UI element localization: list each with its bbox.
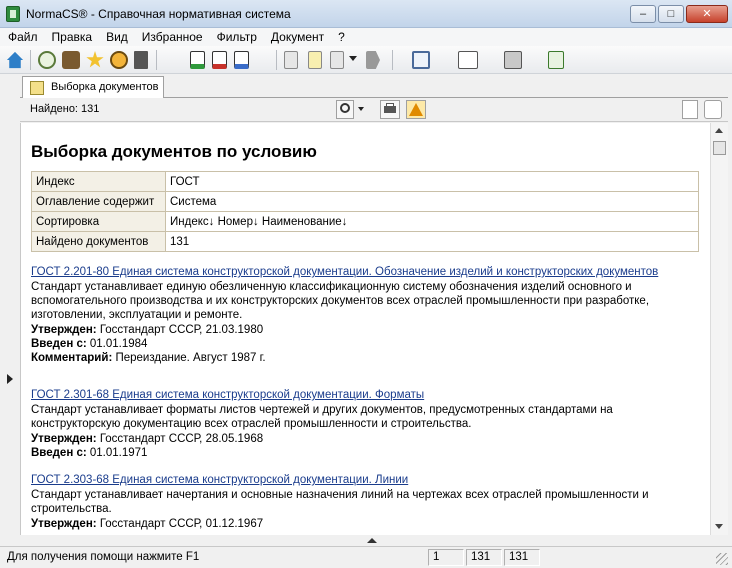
history-clock-icon[interactable] — [110, 51, 128, 69]
document-approved — [31, 517, 701, 531]
folder-doc-icon — [30, 81, 44, 95]
condition-value: Индекс↓ Номер↓ Наименование↓ — [166, 212, 699, 232]
bottom-splitter[interactable] — [20, 535, 728, 546]
condition-value: Система — [166, 192, 699, 212]
results-toolbar — [20, 98, 728, 122]
find-icon[interactable] — [62, 51, 80, 69]
document-summary: Стандарт устанавливает форматы листов чертежей и других документов, предусмотренных стандартами на конструкторскую документацию всех отраслей промышленности и строительства. — [31, 404, 613, 430]
home-icon[interactable] — [6, 51, 24, 69]
meta-value: Переиздание. Август 1987 г. — [115, 352, 266, 364]
document-list-panel — [20, 123, 710, 535]
table-row — [32, 212, 699, 232]
compare-icon[interactable] — [504, 51, 522, 69]
condition-value: 131 — [166, 232, 699, 252]
condition-key: Найдено документов — [32, 232, 166, 252]
tab-strip — [20, 74, 728, 98]
close-button[interactable]: ✕ — [686, 5, 728, 23]
meta-value: Госстандарт СССР, 28.05.1968 — [99, 433, 264, 445]
document-summary: Стандарт устанавливает начертания и основные назначения линий на чертежах всех отраслей промышленности и строительства. — [31, 489, 649, 515]
list-item — [31, 388, 701, 460]
page-title: Выборка документов по условию — [31, 142, 317, 161]
status-cell-selected: 131 — [466, 549, 502, 566]
meta-value: Госстандарт СССР, 01.12.1967 — [99, 518, 264, 530]
meta-label: Утвержден: — [31, 518, 97, 530]
window-tile-icon[interactable] — [682, 100, 698, 119]
server-icon[interactable] — [134, 51, 148, 69]
status-bar — [0, 546, 732, 568]
warning-icon[interactable] — [406, 100, 426, 119]
status-help-text: Для получения помощи нажмите F1 — [7, 551, 200, 563]
menu-document[interactable]: Документ — [270, 30, 325, 44]
tree-icon[interactable] — [38, 51, 56, 69]
meta-value: 01.01.1971 — [89, 447, 148, 459]
main-toolbar — [0, 46, 732, 74]
chevron-down-icon[interactable] — [349, 56, 357, 61]
printer-icon[interactable] — [380, 100, 400, 119]
toolbar-separator — [276, 50, 277, 70]
menu-filter[interactable]: Фильтр — [216, 30, 257, 44]
meta-label: Введен с: — [31, 447, 87, 459]
chevron-down-icon[interactable] — [358, 107, 364, 111]
text-icon[interactable] — [458, 51, 478, 69]
link-tree-icon[interactable] — [412, 51, 430, 69]
menu-bar — [0, 28, 732, 46]
table-row — [32, 172, 699, 192]
menu-favorites[interactable]: Избранное — [141, 30, 203, 44]
status-cell-total: 131 — [504, 549, 540, 566]
doc-red-icon[interactable] — [212, 51, 227, 69]
scroll-thumb[interactable] — [713, 141, 726, 155]
meta-label: Утвержден: — [31, 324, 97, 336]
document-summary: Стандарт устанавливает единую обезличенную классификационную систему обозначения изделий основного и вспомогательного производства и их конструкторских документов всех отраслей промышленности при разработке, изготовлении, эксплуатации и ремонте. — [31, 281, 650, 321]
meta-label: Утвержден: — [31, 433, 97, 445]
scroll-up-icon[interactable] — [715, 128, 723, 133]
page-copy-icon[interactable] — [308, 51, 322, 69]
document-comment — [31, 351, 701, 365]
condition-value: ГОСТ — [166, 172, 699, 192]
zoom-icon[interactable] — [336, 100, 354, 119]
conditions-table — [31, 171, 699, 252]
menu-help[interactable]: ? — [338, 30, 345, 44]
toolbar-separator — [30, 50, 31, 70]
window-restore-icon[interactable] — [704, 100, 722, 119]
page-icon[interactable] — [284, 51, 298, 69]
document-link[interactable]: ГОСТ 2.301-68 Единая система конструкторской документации. Форматы — [31, 389, 425, 401]
meta-value: 01.01.1984 — [89, 338, 148, 350]
doc-blue-icon[interactable] — [234, 51, 249, 69]
maximize-button[interactable]: □ — [658, 5, 684, 23]
toolbar-separator — [156, 50, 157, 70]
list-item — [31, 265, 701, 365]
meta-label: Введен с: — [31, 338, 87, 350]
resize-grip-icon[interactable] — [716, 553, 728, 565]
meta-label: Комментарий: — [31, 352, 113, 364]
window-title: NormaCS® - Справочная нормативная система — [26, 7, 291, 21]
menu-file[interactable]: Файл — [8, 30, 38, 44]
menu-view[interactable]: Вид — [106, 30, 128, 44]
check-doc-icon[interactable] — [548, 51, 564, 69]
status-cell-position: 1 — [428, 549, 464, 566]
vertical-scrollbar[interactable] — [710, 123, 728, 535]
tab-label: Выборка документов — [51, 81, 159, 93]
toolbar-separator — [392, 50, 393, 70]
tab-document-selection[interactable] — [22, 76, 164, 99]
found-count: Найдено: 131 — [30, 103, 100, 115]
document-approved — [31, 432, 701, 446]
document-introduced — [31, 337, 701, 351]
table-row — [32, 192, 699, 212]
scroll-down-icon[interactable] — [715, 524, 723, 529]
condition-key: Индекс — [32, 172, 166, 192]
title-bar — [0, 0, 732, 28]
page-tag-icon[interactable] — [366, 51, 380, 69]
list-item — [31, 473, 701, 531]
chevron-up-icon[interactable] — [367, 538, 377, 543]
document-approved — [31, 323, 701, 337]
document-introduced — [31, 446, 701, 460]
page-dropdown-icon[interactable] — [330, 51, 344, 69]
condition-key: Оглавление содержит — [32, 192, 166, 212]
favorite-star-icon[interactable] — [86, 51, 104, 69]
minimize-button[interactable]: – — [630, 5, 656, 23]
doc-green-icon[interactable] — [190, 51, 205, 69]
document-link[interactable]: ГОСТ 2.303-68 Единая система конструкторской документации. Линии — [31, 474, 409, 486]
left-panel-toggle[interactable] — [0, 74, 20, 546]
menu-edit[interactable]: Правка — [51, 30, 93, 44]
app-logo-icon — [6, 6, 20, 22]
condition-key: Сортировка — [32, 212, 166, 232]
chevron-right-icon[interactable] — [7, 374, 13, 384]
document-link[interactable]: ГОСТ 2.201-80 Единая система конструкторской документации. Обозначение изделий и конструкторских документов — [31, 266, 659, 278]
table-row — [32, 232, 699, 252]
meta-value: Госстандарт СССР, 21.03.1980 — [99, 324, 264, 336]
